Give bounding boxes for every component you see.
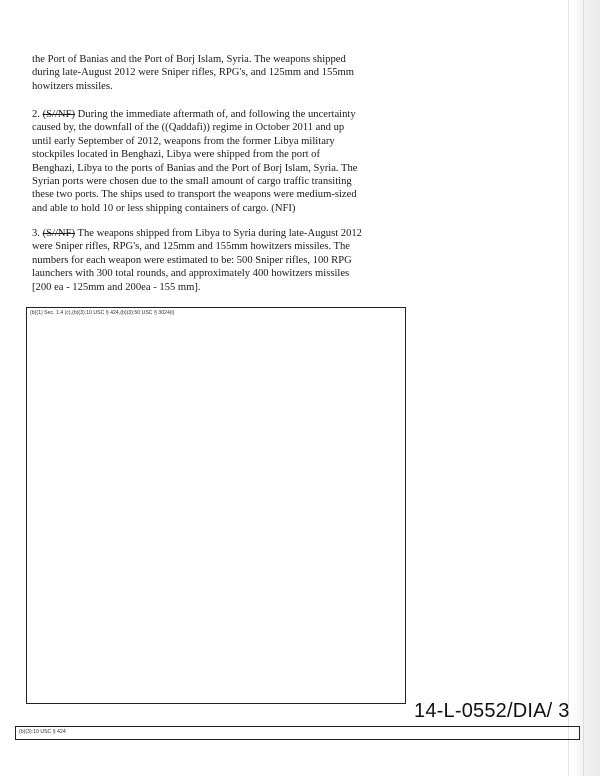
redaction-exemption-label: (b)(1) Sec. 1.4 (c),(b)(3):10 USC § 424,(b)(3):50 USC § 3024(i) <box>30 310 175 316</box>
scan-edge-shadow <box>570 0 600 776</box>
paragraph-number: 3. <box>32 228 40 239</box>
document-id: 14-L-0552/DIA/ 3 <box>414 700 570 722</box>
classification-marking: (S//NF) <box>42 228 75 239</box>
footer-redaction-box <box>15 726 580 740</box>
scan-fold-line <box>583 0 584 776</box>
scan-fold-line <box>568 0 569 776</box>
paragraph-1 <box>32 53 362 93</box>
paragraph-3 <box>32 227 362 294</box>
footer-redaction-label: (b)(3):10 USC § 424 <box>19 729 66 735</box>
paragraph-2-text: During the immediate aftermath of, and following the uncertainty caused by, the downfall of the ((Qaddafi)) regime in October 2011 and up until early September of 2012, weapons from the former Libya military stockpiles located in Benghazi, Libya were shipped from the port of Benghazi, Libya to the ports of Banias and the Port of Borj Islam, Syria. The Syrian ports were chosen due to the small amount of cargo traffic transiting these two ports. The ships used to transport the weapons were medium-sized and able to hold 10 or less shipping containers of cargo. (NFI) <box>32 109 358 214</box>
paragraph-3-text: The weapons shipped from Libya to Syria during late-August 2012 were Sniper rifles, RPG's, and 125mm and 155mm howitzers missiles. The numbers for each weapon were estimated to be: 500 Sniper rifles, 100 RPG launchers with 300 total rounds, and approximately 400 howitzers missiles [200 ea - 125mm and 200ea - 155 mm]. <box>32 228 362 293</box>
classification-marking: (S//NF) <box>42 109 75 120</box>
redaction-box <box>26 307 406 704</box>
paragraph-number: 2. <box>32 109 40 120</box>
paragraph-2 <box>32 108 362 215</box>
paragraph-1-text: the Port of Banias and the Port of Borj Islam, Syria. The weapons shipped during late-August 2012 were Sniper rifles, RPG's, and 125mm and 155mm howitzers missiles. <box>32 54 355 92</box>
